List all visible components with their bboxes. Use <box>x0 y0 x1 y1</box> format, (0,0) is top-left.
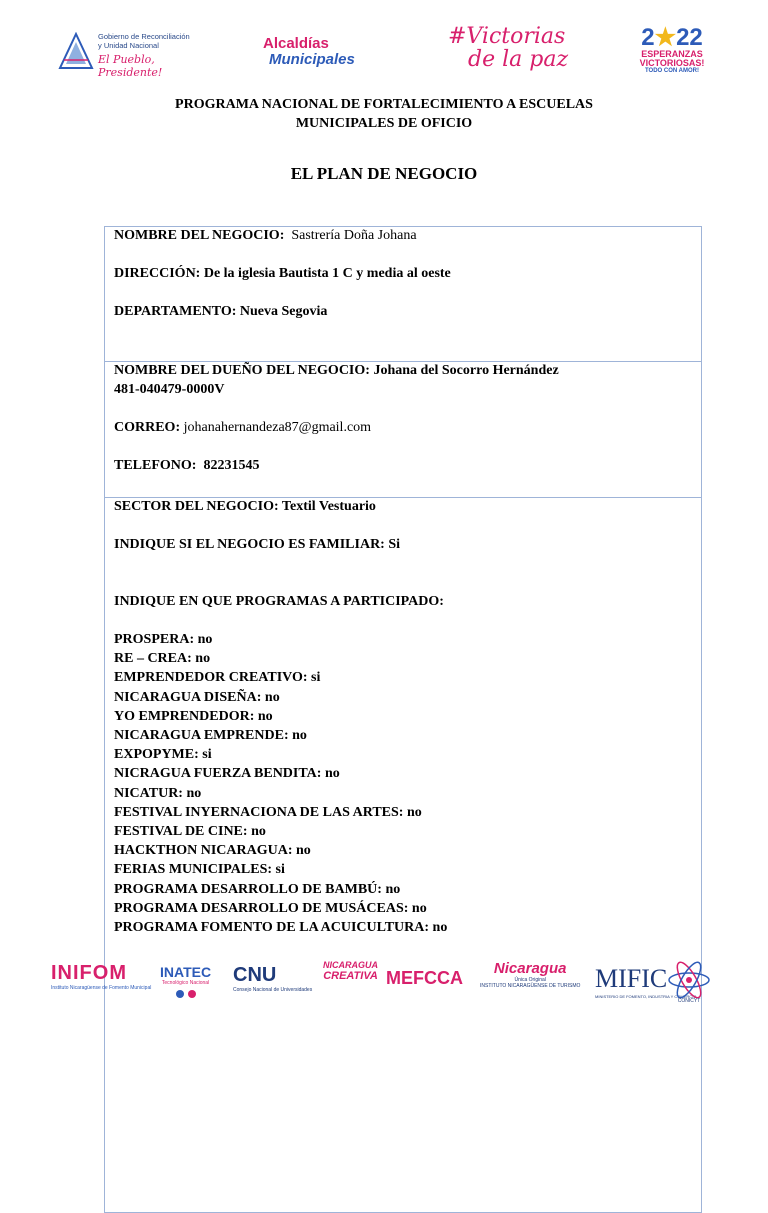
alcaldias-logo <box>263 36 355 68</box>
program-label: PROGRAMA DESARROLLO DE BAMBÚ: <box>114 881 382 897</box>
todo-con-amor-text: TODO CON AMOR! <box>645 68 699 74</box>
program-item <box>114 862 285 878</box>
program-label: RE – CREA: <box>114 651 192 667</box>
department-value: Nueva Segovia <box>239 304 328 319</box>
phone-line <box>114 458 259 474</box>
family-value: Si <box>388 537 401 552</box>
program-value: no <box>292 728 307 743</box>
program-label: FESTIVAL INYERNACIONA DE LAS ARTES: <box>114 804 404 820</box>
program-label: HACKTHON NICARAGUA: <box>114 843 293 859</box>
intur-logo <box>480 960 580 989</box>
owner-name-line <box>114 363 559 379</box>
cnu-word: CNU <box>233 964 277 986</box>
victoriosas-text: VICTORIOSAS! <box>639 58 705 68</box>
nicaragua-creativa-1: NICARAGUA <box>323 960 378 970</box>
program-item <box>114 824 266 840</box>
cnu-logo <box>233 964 312 993</box>
sector-line <box>114 499 376 515</box>
business-name-label: NOMBRE DEL NEGOCIO: <box>114 228 285 243</box>
inatec-sub: Tecnológico Nacional <box>161 980 210 986</box>
program-value: no <box>197 632 213 647</box>
business-name-value: Sastrería Doña Johana <box>291 228 417 243</box>
inifom-logo <box>51 962 151 991</box>
nicaragua-creativa-logo <box>323 960 378 982</box>
program-label: NICARAGUA EMPRENDE: <box>114 728 289 743</box>
gov-slogan: El Pueblo, Presidente! <box>98 53 163 79</box>
gov-line2: y Unidad Nacional <box>98 41 159 50</box>
phone-value: 82231545 <box>203 458 260 473</box>
business-plan-form <box>104 226 702 1213</box>
inatec-word: INATEC <box>160 964 212 980</box>
program-item <box>114 747 212 763</box>
atom-icon <box>667 958 711 1004</box>
program-value: no <box>195 651 211 667</box>
program-item <box>114 882 400 898</box>
conicyt-logo <box>667 958 711 1004</box>
alcaldias-word: Alcaldías <box>263 35 329 52</box>
program-label: PROGRAMA DESARROLLO DE MUSÁCEAS: <box>114 900 409 916</box>
family-line <box>114 537 400 553</box>
program-value: no <box>186 785 202 801</box>
programs-heading: INDIQUE EN QUE PROGRAMAS A PARTICIPADO: <box>114 594 444 609</box>
program-label: PROSPERA: <box>114 632 195 647</box>
program-item <box>114 805 422 821</box>
sector-value: Textil Vestuario <box>281 499 376 514</box>
program-label: NICARAGUA DISEÑA: <box>114 689 262 705</box>
sector-label: SECTOR DEL NEGOCIO: <box>114 499 279 514</box>
program-label: EXPOPYME: <box>114 747 199 763</box>
inatec-logo <box>160 964 211 1004</box>
intur-sub: INSTITUTO NICARAGÜENSE DE TURISMO <box>480 983 581 989</box>
government-logo <box>58 28 218 79</box>
program-item <box>114 920 447 936</box>
victorias-line1: #Victorias <box>448 24 566 49</box>
program-item <box>114 670 320 686</box>
email-label: CORREO: <box>114 420 181 435</box>
program-label: NICATUR: <box>114 785 183 801</box>
email-value: johanahernandeza87@gmail.com <box>183 420 372 435</box>
plan-title: EL PLAN DE NEGOCIO <box>290 164 478 183</box>
sector-info-cell <box>105 498 701 1212</box>
program-value: no <box>432 920 448 935</box>
program-title-line1: PROGRAMA NACIONAL DE FORTALECIMIENTO A ESCUELAS <box>175 97 593 112</box>
owner-name-label: NOMBRE DEL DUEÑO DEL NEGOCIO: <box>114 363 370 378</box>
program-value: no <box>296 843 311 859</box>
nicaragua-creativa-2: CREATIVA <box>323 970 378 982</box>
program-item <box>114 690 280 706</box>
program-item <box>114 901 427 917</box>
address-value: De la iglesia Bautista 1 C y media al oeste <box>203 266 451 281</box>
mific-word: MIFIC <box>595 964 668 993</box>
gov-line1: Gobierno de Reconciliación <box>98 32 190 41</box>
program-value: si <box>202 747 212 763</box>
program-item <box>114 632 212 648</box>
program-label: YO EMPRENDEDOR: <box>114 708 255 724</box>
program-title-line2: MUNICIPALES DE OFICIO <box>295 116 473 131</box>
program-label: EMPRENDEDOR CREATIVO: <box>114 670 308 686</box>
phone-label: TELEFONO: <box>114 458 197 473</box>
header-logos <box>50 24 720 80</box>
owner-id: 481-040479-0000V <box>114 382 225 397</box>
conicyt-word: CONICYT <box>677 998 701 1004</box>
year-2022-logo <box>632 26 712 75</box>
mefcca-logo: MEFCCA <box>386 968 463 988</box>
footer-logos <box>45 958 725 1004</box>
nicaragua-tur-word: Nicaragua <box>493 960 567 977</box>
program-label: FERIAS MUNICIPALES: <box>114 862 273 878</box>
inatec-dots-icon <box>168 989 204 999</box>
program-item <box>114 843 311 859</box>
program-value: no <box>411 900 427 916</box>
esperanzas-text: ESPERANZAS <box>641 49 703 59</box>
mific-sub: MINISTERIO DE FOMENTO, INDUSTRIA Y COMERCIO <box>595 994 697 999</box>
victorias-logo <box>448 26 568 72</box>
victorias-line2: de la paz <box>468 47 569 72</box>
program-value: no <box>385 881 401 897</box>
program-label: FESTIVAL DE CINE: <box>114 824 248 839</box>
family-label: INDIQUE SI EL NEGOCIO ES FAMILIAR: <box>114 537 385 552</box>
department-line <box>114 304 327 320</box>
program-value: si <box>311 670 321 686</box>
program-label: PROGRAMA FOMENTO DE LA ACUICULTURA: <box>114 920 430 935</box>
year-22: 22 <box>676 24 703 51</box>
owner-name-value: Johana del Socorro Hernández <box>373 363 559 378</box>
owner-info-cell <box>105 362 701 498</box>
program-value: no <box>257 708 273 724</box>
inifom-word: INIFOM <box>51 962 127 984</box>
program-item <box>114 651 210 667</box>
department-label: DEPARTAMENTO: <box>114 304 237 319</box>
program-item <box>114 786 201 802</box>
program-item <box>114 766 340 782</box>
email-line <box>114 420 371 436</box>
program-value: no <box>264 689 280 705</box>
address-label: DIRECCIÓN: <box>114 266 201 281</box>
municipales-word: Municipales <box>269 51 355 68</box>
program-value: no <box>406 804 422 820</box>
business-name-line <box>114 228 417 244</box>
star-icon: ★ <box>654 24 677 51</box>
program-label: NICRAGUA FUERZA BENDITA: <box>114 766 322 782</box>
government-triangle-icon <box>58 32 94 72</box>
year-2022 <box>632 26 712 50</box>
program-item <box>114 709 273 725</box>
business-info-cell <box>105 227 701 362</box>
program-title <box>0 95 768 133</box>
program-value: no <box>251 824 266 839</box>
program-value: si <box>275 862 285 878</box>
year-20: 2 <box>641 24 655 51</box>
program-value: no <box>324 766 340 782</box>
nicaragua-tur-tag: Única Original <box>514 977 546 983</box>
inifom-sub: Instituto Nicaragüense de Fomento Municipal <box>51 985 152 991</box>
program-item <box>114 728 307 744</box>
cnu-sub: Consejo Nacional de Universidades <box>233 987 313 993</box>
address-line <box>114 266 451 282</box>
